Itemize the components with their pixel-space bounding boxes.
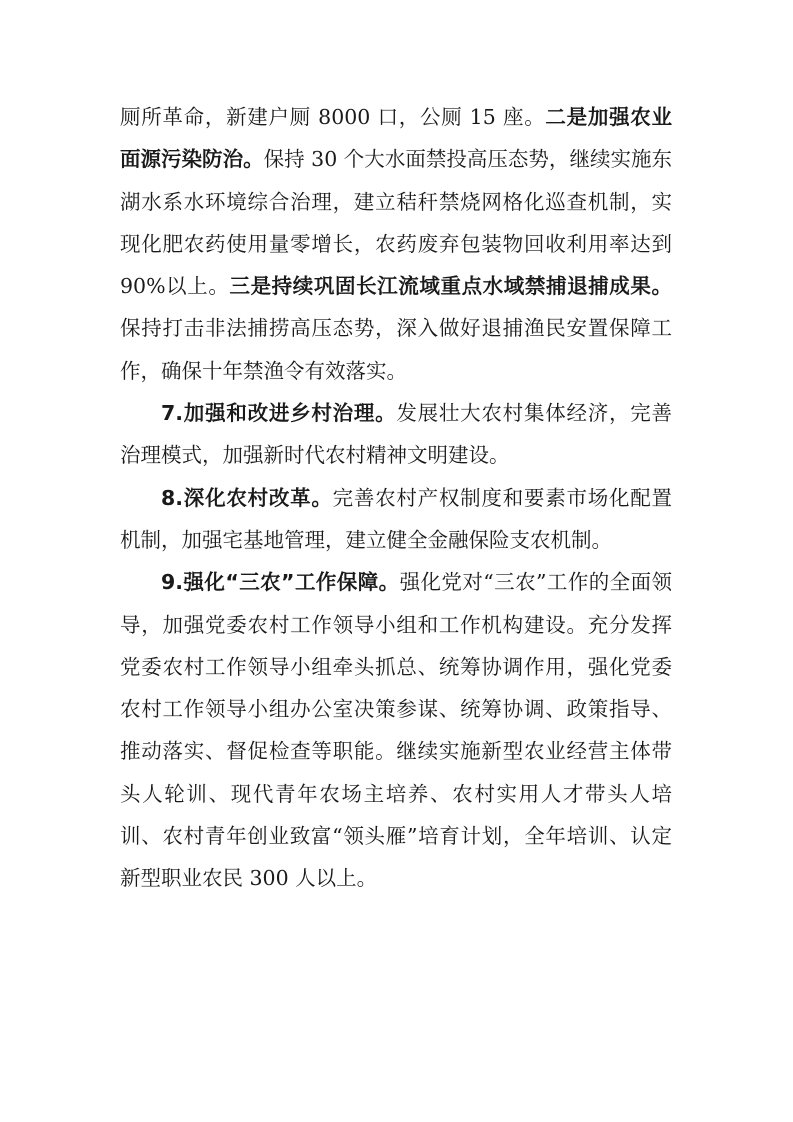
sentence-fishing-ban: 保持打击非法捕捞高压态势，深入做好退捕渔民安置保障工作，确保十年禁渔令有效落实。: [120, 316, 672, 383]
heading-item-8: 8.深化农村改革。: [161, 485, 333, 510]
heading-item-7: 7.加强和改进乡村治理。: [161, 401, 397, 426]
paragraph-sanitation: [120, 96, 672, 392]
heading-item-9: 9.强化“三农”工作保障。: [161, 570, 400, 595]
heading-agri-pollution: 二是加强农业面源污染防治。: [120, 105, 672, 172]
text-item-8: 完善农村产权制度和要素市场化配置机制，加强宅基地管理，建立健全金融保险支农机制。: [120, 485, 672, 552]
heading-fishing-ban: 三是持续巩固长江流域重点水域禁捕退捕成果。: [229, 274, 672, 299]
text-item-7: 发展壮大农村集体经济，完善治理模式，加强新时代农村精神文明建设。: [120, 401, 672, 468]
paragraph-item-8: [120, 477, 672, 562]
body-text: [120, 96, 672, 900]
paragraph-item-9: [120, 561, 672, 899]
sentence-toilet-revolution: 厕所革命，新建户厕 8000 口，公厕 15 座。: [120, 105, 546, 129]
text-item-9: 强化党对“三农”工作的全面领导，加强党委农村工作领导小组和工作机构建设。充分发挥党委农村工作领导小组牵头抓总、统筹协调作用，强化党委农村工作领导小组办公室决策参谋、统筹协调、政策指导、推动落实、督促检查等职能。继续实施新型农业经营主体带头人轮训、现代青年农场主培养、农村实用人才带头人培训、农村青年创业致富“领头雁”培育计划，全年培训、认定新型职业农民 300 人以上。: [120, 570, 672, 891]
paragraph-item-7: [120, 392, 672, 477]
sentence-water-governance: 保持 30 个大水面禁投高压态势，继续实施东湖水系水环境综合治理，建立秸秆禁烧网格化巡查机制，实现化肥农药使用量零增长，农药废弃包装物回收利用率达到 90%以上。: [120, 147, 673, 299]
